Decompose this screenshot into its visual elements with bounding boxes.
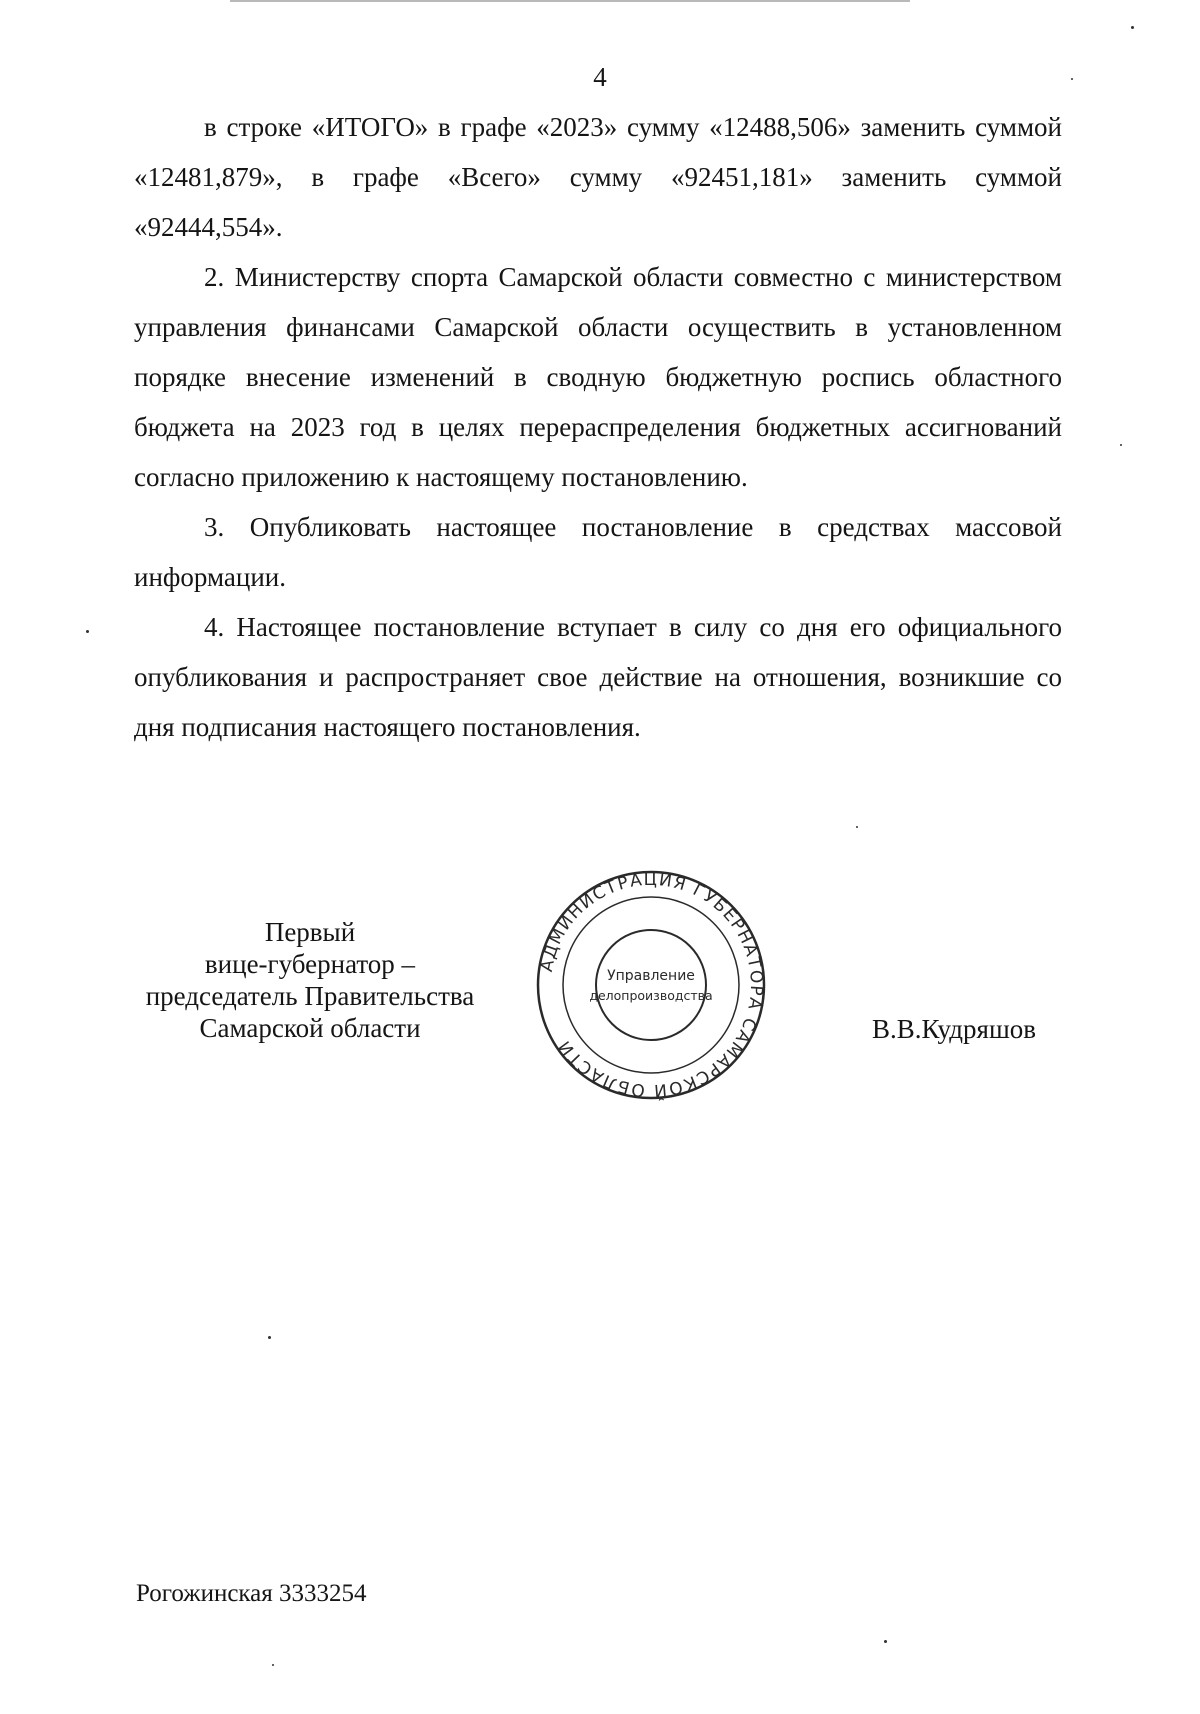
scan-speck — [268, 1336, 271, 1339]
signer-title-line: председатель Правительства — [145, 981, 475, 1011]
scan-speck — [86, 630, 89, 633]
seal-outer-text: АДМИНИСТРАЦИЯ ГУБЕРНАТОРА САМАРСКОЙ ОБЛАСТИ — [536, 869, 767, 1101]
scan-speck — [856, 826, 858, 828]
scan-speck — [1120, 444, 1122, 446]
document-body — [134, 100, 1062, 752]
page-number: 4 — [593, 62, 607, 92]
scan-speck — [272, 1664, 274, 1666]
paragraph-3: 3. Опубликовать настоящее постановление в средствах массовой информации. — [134, 512, 1062, 592]
signer-title-line: Первый — [264, 917, 356, 947]
official-seal-icon — [534, 868, 768, 1102]
scan-speck — [1071, 78, 1073, 80]
signer-title-line: Самарской области — [199, 1013, 421, 1043]
paragraph-2: 2. Министерству спорта Самарской области совместно с министерством управления финансами Самарской области осуществить в установленном порядке внесение изменений в сводную бюджетную роспись областного бюджета на 2023 год в целях перераспределения бюджетных ассигнований согласно приложению к настоящему постановлению. — [134, 262, 1062, 492]
executor-footer: Рогожинская 3333254 — [136, 1580, 367, 1607]
top-border-line — [230, 0, 910, 2]
signer-name: В.В.Кудряшов — [872, 1014, 1036, 1044]
seal-center-line: делопроизводства — [589, 988, 713, 1003]
scan-speck — [1131, 26, 1134, 29]
paragraph-4: 4. Настоящее постановление вступает в силу со дня его официального опубликования и распространяет свое действие на отношения, возникшие со дня подписания настоящего постановления. — [134, 612, 1062, 742]
seal-center-line: Управление — [607, 968, 695, 984]
signer-title — [112, 916, 508, 1044]
signer-title-line: вице-губернатор – — [204, 949, 416, 979]
paragraph-continuation: в строке «ИТОГО» в графе «2023» сумму «12488,506» заменить суммой «12481,879», в графе «Всего» сумму «92451,181» заменить суммой «92444,554». — [134, 112, 1062, 242]
scan-speck — [884, 1640, 887, 1643]
